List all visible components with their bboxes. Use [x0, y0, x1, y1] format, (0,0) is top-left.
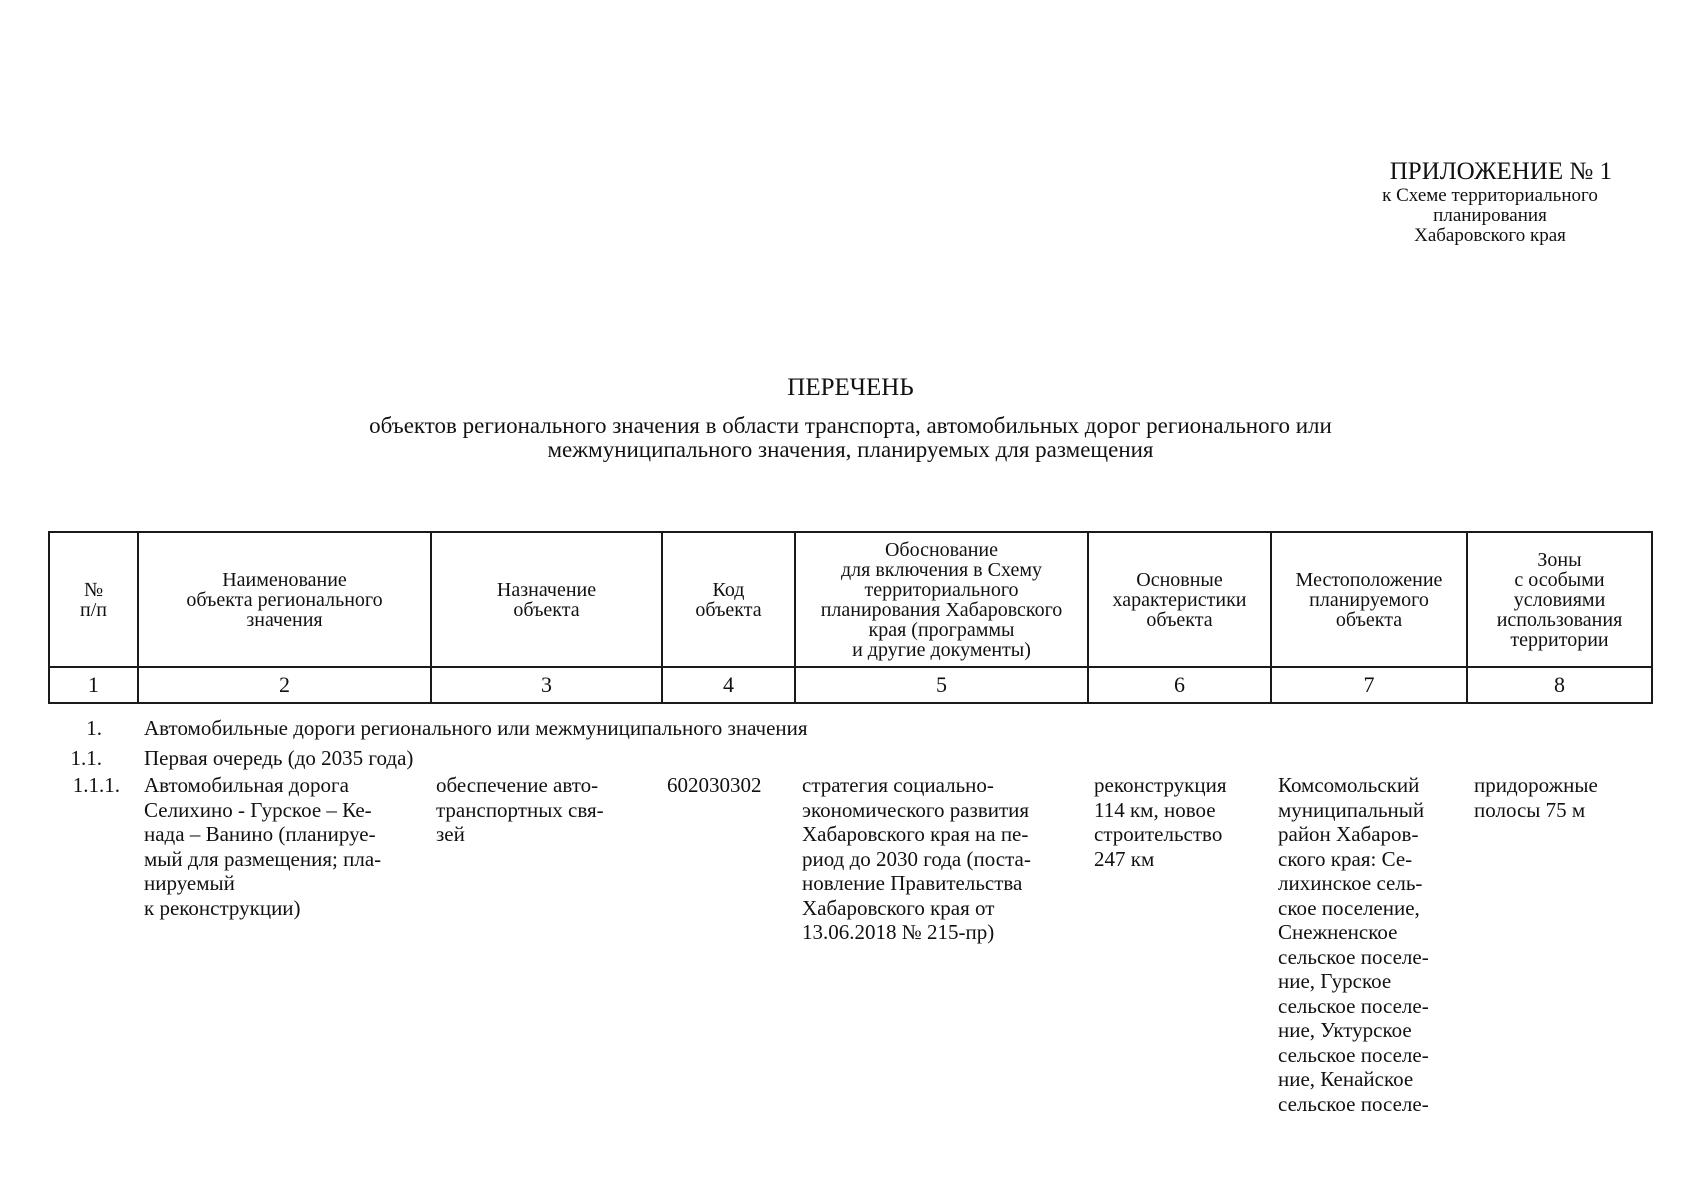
row-basis: стратегия социально- экономического развития Хабаровского края на пе- риод до 2030 года (поста- новление Правительства Хабаровского края от 13.06.2018 № 215-пр) — [802, 773, 1031, 944]
header-basis-text: Обоснование для включения в Схему территориального планирования Хабаровского края (программы и другие документы) — [820, 538, 1063, 661]
column-number-3: 3 — [431, 667, 662, 703]
header-location — [1271, 532, 1467, 667]
row-number: 1.1.1. — [72, 773, 120, 797]
header-zones-text: Зоны с особыми условиями использования территории — [1496, 548, 1623, 651]
section-title: Автомобильные дороги регионального или межмуниципального значения — [144, 716, 808, 740]
header-characteristics — [1088, 532, 1271, 667]
header-code-text: Код объекта — [695, 578, 762, 621]
row-purpose: обеспечение авто- транспортных свя- зей — [436, 773, 604, 846]
appendix-block — [1340, 158, 1640, 246]
subsection-title: Первая очередь (до 2035 года) — [144, 746, 414, 770]
header-characteristics-text: Основные характеристики объекта — [1112, 568, 1247, 631]
column-number-8: 8 — [1467, 667, 1652, 703]
column-number-4: 4 — [662, 667, 795, 703]
header-number — [49, 532, 138, 667]
header-zones — [1467, 532, 1652, 667]
section-number: 1. — [86, 716, 102, 740]
appendix-line-2: планирования — [1433, 205, 1547, 226]
document-subtitle-line-1: объектов регионального значения в области транспорта, автомобильных дорог регионального или — [369, 413, 1332, 438]
appendix-line-1: к Схеме территориального — [1382, 185, 1598, 206]
header-number-text: № п/п — [80, 578, 107, 621]
column-number-7: 7 — [1271, 667, 1467, 703]
column-number-5: 5 — [795, 667, 1088, 703]
document-subtitle — [0, 414, 1701, 462]
objects-table-header — [48, 531, 1653, 704]
document-title: ПЕРЕЧЕНЬ — [787, 374, 914, 401]
subsection-number: 1.1. — [70, 746, 102, 770]
row-name: Автомобильная дорога Селихино - Гурское – Ке- нада – Ванино (планируе- мый для размещения; пла- нируемый к реконструкции) — [144, 773, 382, 920]
document-subtitle-line-2: межмуниципального значения, планируемых для размещения — [547, 437, 1154, 462]
appendix-line-3: Хабаровского края — [1414, 225, 1566, 246]
column-number-2: 2 — [138, 667, 431, 703]
header-purpose — [431, 532, 662, 667]
header-purpose-text: Назначение объекта — [496, 578, 597, 621]
row-code: 602030302 — [667, 773, 762, 797]
row-zones: придорожные полосы 75 м — [1474, 773, 1598, 822]
row-location: Комсомольский муниципальный район Хабаров- ского края: Се- лихинское сель- ское поселение, Снежненское сельское поселе- ние, Гурское сельское поселе- ние, Уктурское сельское поселе- ние, Кенайское сельское поселе- — [1278, 773, 1429, 1116]
appendix-title: ПРИЛОЖЕНИЕ № 1 — [1389, 158, 1612, 185]
column-number-6: 6 — [1088, 667, 1271, 703]
header-name-text: Наименование объекта регионального значения — [186, 568, 383, 631]
header-location-text: Местоположение планируемого объекта — [1295, 568, 1443, 631]
header-basis — [795, 532, 1088, 667]
header-name — [138, 532, 431, 667]
column-number-1: 1 — [49, 667, 138, 703]
row-characteristics: реконструкция 114 км, новое строительство 247 км — [1094, 773, 1227, 871]
header-code — [662, 532, 795, 667]
